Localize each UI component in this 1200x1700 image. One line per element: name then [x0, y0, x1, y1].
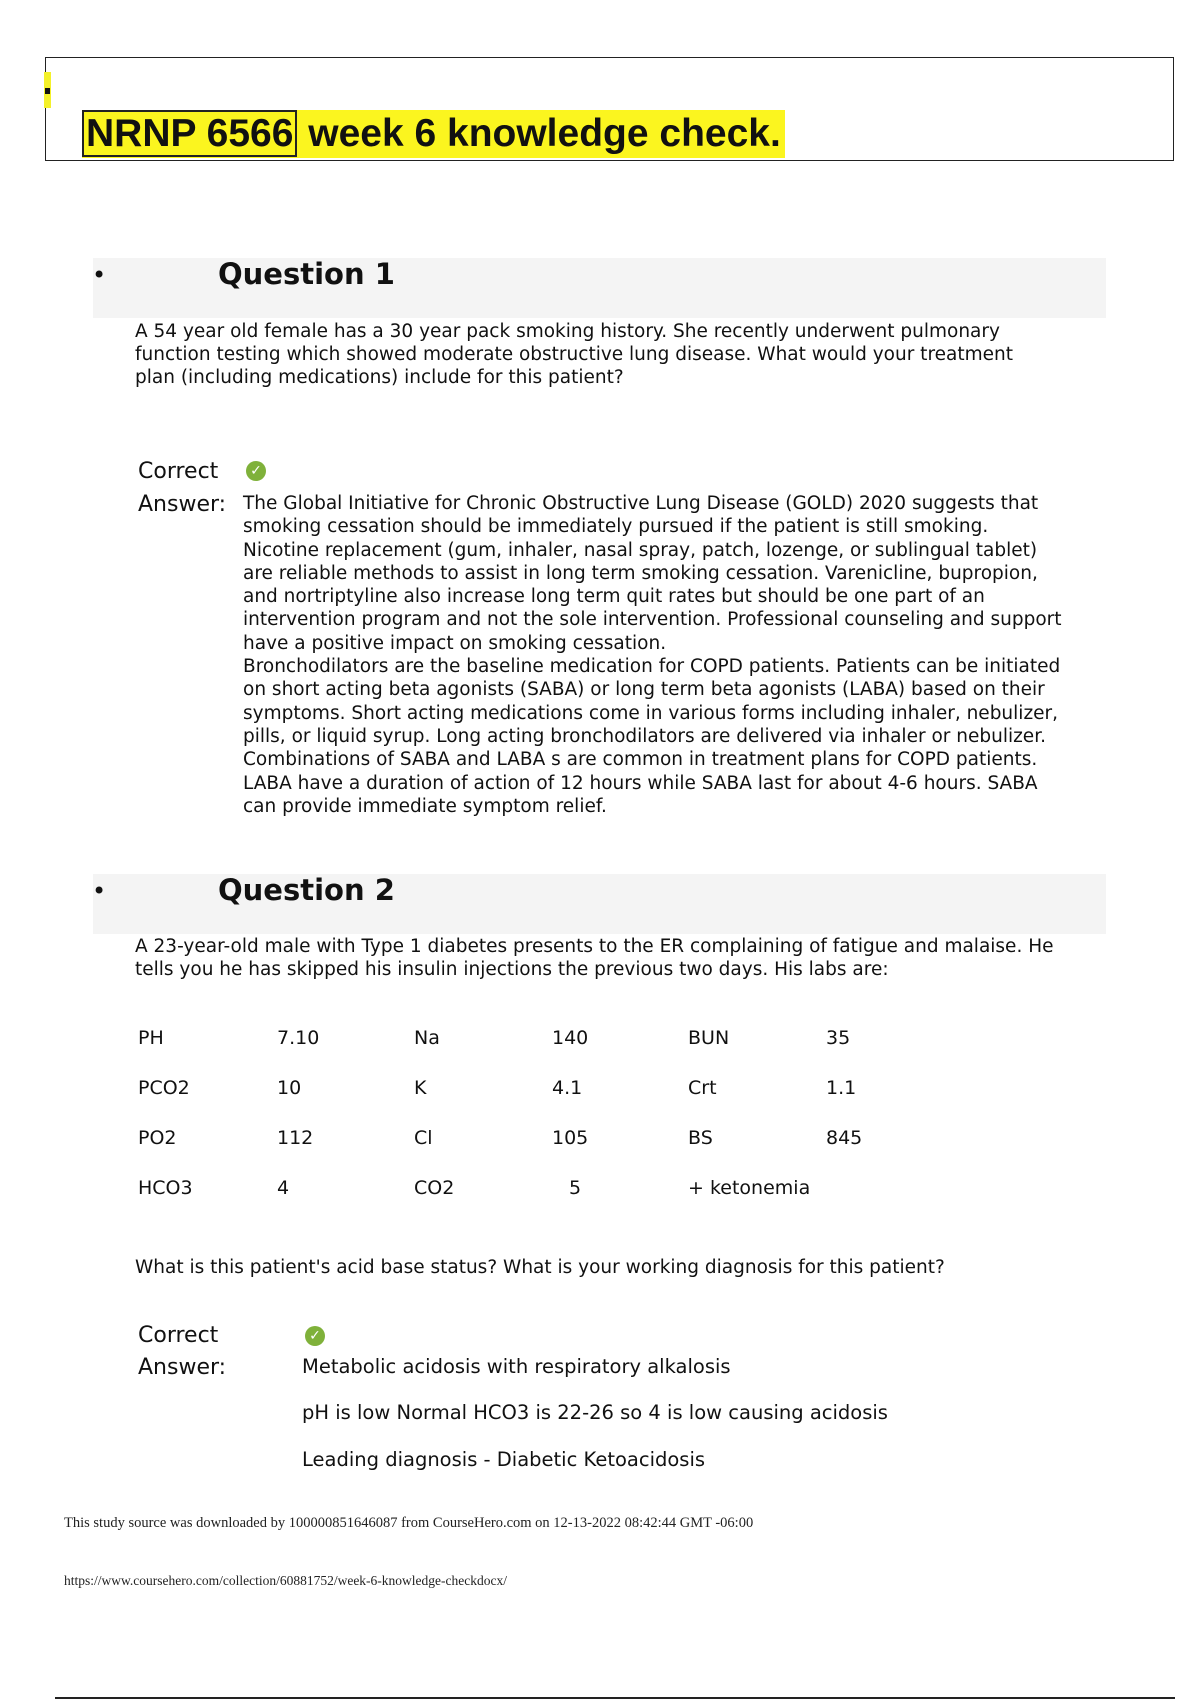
- lab-label: K: [414, 1077, 427, 1099]
- question-2-answer-line: Leading diagnosis - Diabetic Ketoacidosis: [302, 1448, 706, 1471]
- lab-value: 10: [277, 1077, 302, 1099]
- lab-label: Cl: [414, 1127, 433, 1149]
- lab-value: 7.10: [277, 1027, 320, 1049]
- source-url: https://www.coursehero.com/collection/60881752/week-6-knowledge-checkdocx/: [64, 1573, 507, 1588]
- question-1-correct-label: Correct: [138, 459, 219, 484]
- question-2-answer-line: pH is low Normal HCO3 is 22-26 so 4 is low causing acidosis: [302, 1401, 888, 1424]
- lab-value: 140: [552, 1027, 589, 1049]
- lab-label: BS: [688, 1127, 713, 1149]
- bottom-rule: [55, 1697, 1175, 1699]
- title-text: week 6 knowledge check.: [308, 112, 781, 155]
- question-1-answer-text: [243, 492, 1063, 818]
- lab-label: PCO2: [138, 1077, 190, 1099]
- question-1-bullet: •: [92, 261, 107, 289]
- question-1-heading: Question 1: [218, 257, 395, 291]
- lab-value: 112: [277, 1127, 314, 1149]
- download-source-note: This study source was downloaded by 100000851646087 from CourseHero.com on 12-13-2022 08:42:44 GMT -06:00: [64, 1515, 754, 1531]
- answer-paragraph: Bronchodilators are the baseline medication for COPD patients. Patients can be initiated on short acting beta agonists (SABA) or long term beta agonists (LABA) based on their symptoms. Short acting medications come in various forms including inhaler, nebulizer, pills, or liquid syrup. Long acting bronchodilators are delivered via inhaler or nebulizer. Combinations of SABA and LABA s are common in treatment plans for COPD patients. LABA have a duration of action of 12 hours while SABA last for about 4-6 hours. SABA can provide immediate symptom relief.: [243, 656, 1061, 817]
- lab-value: 845: [826, 1127, 863, 1149]
- question-2-heading: Question 2: [218, 873, 395, 907]
- lab-label: BUN: [688, 1027, 730, 1049]
- lab-label: Na: [414, 1027, 440, 1049]
- question-2-prompt: A 23-year-old male with Type 1 diabetes presents to the ER complaining of fatigue and malaise. He tells you he has skipped his insulin injections the previous two days. His labs are:: [135, 936, 1054, 980]
- document-title: [82, 110, 785, 158]
- lab-label: + ketonemia: [688, 1177, 811, 1199]
- check-circle-icon: ✓: [305, 1326, 325, 1346]
- lab-value: 4.1: [552, 1077, 583, 1099]
- answer-paragraph: The Global Initiative for Chronic Obstructive Lung Disease (GOLD) 2020 suggests that smoking cessation should be immediately pursued if the patient is still smoking. Nicotine replacement (gum, inhaler, nasal spray, patch, lozenge, or sublingual tablet) are reliable methods to assist in long term smoking cessation. Varenicline, bupropion, and nortriptyline also increase long term quit rates but should be one part of an intervention program and not the sole intervention. Professional counseling and support have a positive impact on smoking cessation.: [243, 493, 1062, 654]
- question-2-answer-line: Metabolic acidosis with respiratory alkalosis: [302, 1355, 731, 1378]
- bullet-mark: [45, 88, 50, 94]
- lab-label: PH: [138, 1027, 164, 1049]
- lab-label: PO2: [138, 1127, 177, 1149]
- question-2-bullet: •: [92, 877, 107, 905]
- lab-label: Crt: [688, 1077, 717, 1099]
- question-1-answer-label: Answer:: [138, 492, 227, 517]
- lab-value: 105: [552, 1127, 589, 1149]
- question-2-correct-label: Correct: [138, 1323, 219, 1348]
- lab-value: 5: [569, 1177, 582, 1199]
- question-1-prompt: A 54 year old female has a 30 year pack smoking history. She recently underwent pulmonary function testing which showed moderate obstructive lung disease. What would your treatment plan (including medications) include for this patient?: [135, 321, 1013, 388]
- question-2-question-text: What is this patient's acid base status? What is your working diagnosis for this patient?: [135, 1257, 945, 1278]
- lab-label: HCO3: [138, 1177, 193, 1199]
- lab-value: 35: [826, 1027, 851, 1049]
- course-code: NRNP 6566: [82, 110, 297, 157]
- lab-label: CO2: [414, 1177, 455, 1199]
- check-circle-icon: ✓: [246, 461, 266, 481]
- lab-value: 1.1: [826, 1077, 857, 1099]
- question-2-answer-label: Answer:: [138, 1355, 227, 1380]
- lab-value: 4: [277, 1177, 290, 1199]
